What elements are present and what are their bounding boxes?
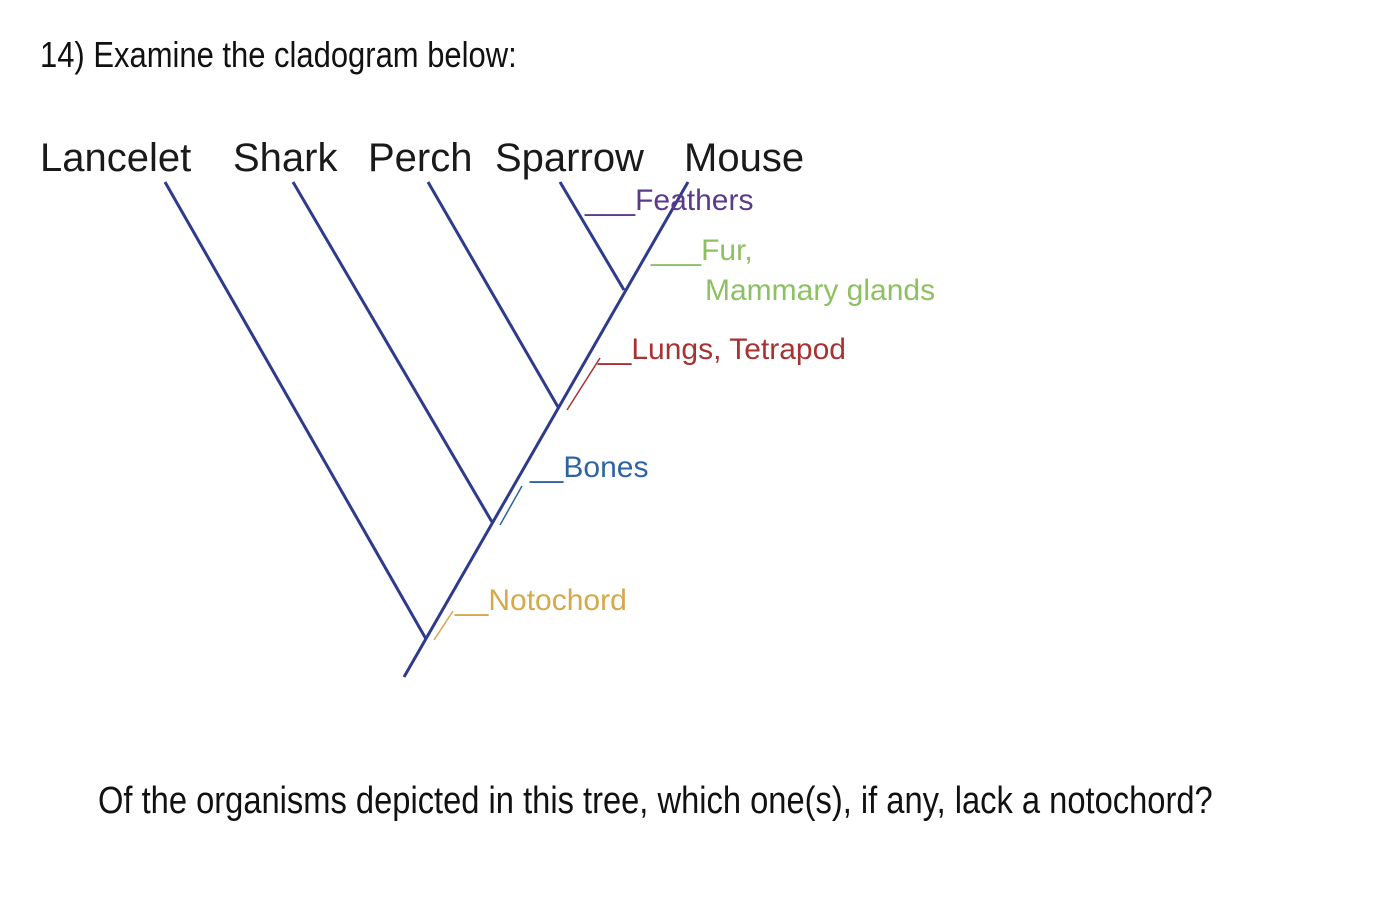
trait-label-lungs-tetrapod bbox=[598, 333, 846, 367]
trait-text: Lungs, Tetrapod bbox=[631, 333, 846, 366]
trait-blank: ___ bbox=[651, 234, 702, 267]
trait-label-bones bbox=[530, 451, 648, 485]
taxon-label-lancelet: Lancelet bbox=[40, 136, 192, 180]
trait-blank: __ bbox=[455, 584, 489, 617]
trait-label-fur bbox=[651, 234, 753, 268]
branch-lancelet bbox=[165, 182, 426, 639]
trait-text: Feathers bbox=[635, 184, 754, 217]
trait-text: Bones bbox=[563, 451, 649, 484]
question-heading: 14) Examine the cladogram below: bbox=[40, 34, 517, 75]
branch-perch bbox=[428, 182, 558, 407]
taxon-label-shark: Shark bbox=[233, 136, 338, 180]
trait-label-feathers bbox=[585, 184, 753, 218]
trait-text: Fur, bbox=[701, 234, 753, 267]
trait-label-notochord bbox=[455, 584, 627, 618]
branch-shark bbox=[293, 182, 492, 522]
trait-blank: __ bbox=[530, 451, 564, 484]
taxon-label-sparrow: Sparrow bbox=[495, 136, 644, 180]
question-prompt: Of the organisms depicted in this tree, which one(s), if any, lack a notochord? bbox=[98, 780, 1213, 822]
trait-label-mammary-glands: Mammary glands bbox=[705, 274, 936, 307]
trait-text: Notochord bbox=[488, 584, 627, 617]
taxon-label-mouse: Mouse bbox=[684, 136, 805, 180]
trait-blank: ___ bbox=[585, 184, 636, 217]
trait-blank: __ bbox=[598, 333, 632, 366]
trait-marker-notochord bbox=[434, 611, 453, 640]
taxon-label-perch: Perch bbox=[368, 136, 473, 180]
